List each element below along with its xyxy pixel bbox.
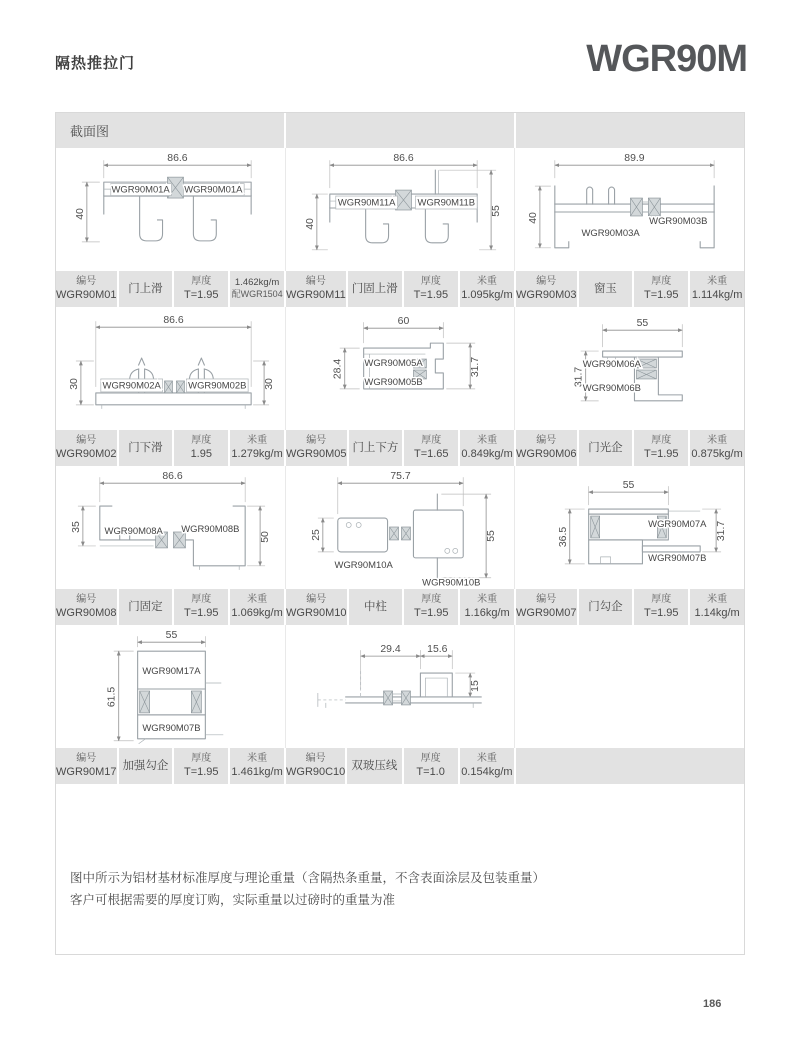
part-label: WGR90M17A: [142, 666, 201, 678]
thickness-cell: 厚度 T=1.95: [174, 271, 228, 307]
weight-cell: 米重 0.849kg/m: [460, 430, 514, 466]
diagram-row-1: [56, 148, 744, 271]
name-cell: 中柱: [349, 589, 403, 625]
dim-right: 15: [469, 680, 481, 692]
part-label: WGR90M10B: [421, 577, 481, 589]
part-label: WGR90M06A: [583, 359, 642, 371]
part-labels: [334, 560, 480, 589]
diagram-cell-wgr90m01: [56, 148, 285, 271]
part-label: WGR90M05A: [364, 358, 423, 370]
dim-top: 60: [397, 316, 409, 328]
dim-left: 35: [70, 521, 82, 533]
diagram-cell-empty: [514, 625, 744, 748]
diagram-cell-wgr90m10: [285, 466, 515, 589]
part-labels: [105, 524, 240, 537]
name-cell: 门上下方: [349, 430, 403, 466]
thickness-cell: 厚度 T=1.95: [174, 748, 228, 784]
thickness-cell: 厚度 T=1.95: [634, 430, 688, 466]
data-strip-wgr90m17: [56, 748, 284, 784]
dim-top: 55: [165, 630, 178, 642]
diagram-cell-wgr90m06: [514, 307, 744, 430]
data-strip-wgr90m06: [516, 430, 744, 466]
dim-left: 36.5: [558, 526, 570, 548]
diagram-cell-wgr90m02: [56, 307, 285, 430]
section-header-cell-1: [56, 113, 284, 148]
part-label: WGR90M07B: [648, 552, 707, 564]
part-label: WGR90M03A: [581, 227, 641, 239]
code-cell: 编号 WGR90M03: [516, 271, 577, 307]
data-strip-wgr90m03: [516, 271, 744, 307]
code-cell: 编号 WGR90M06: [516, 430, 577, 466]
code-cell: 编号 WGR90M02: [56, 430, 117, 466]
name-cell: 门光企: [579, 430, 633, 466]
weight-cell: 米重 1.14kg/m: [690, 589, 744, 625]
dim-top: 75.7: [390, 471, 411, 483]
dim-right: 55: [490, 205, 502, 217]
diagram-wgr90m17: [56, 625, 284, 748]
category-title: 隔热推拉门: [55, 55, 136, 72]
thickness-cell: 厚度 1.95: [174, 430, 228, 466]
code-cell: 编号 WGR90M17: [56, 748, 117, 784]
dim-left: 31.7: [574, 366, 586, 388]
diagram-row-2: [56, 307, 744, 430]
diagram-cell-wgr90m05: [285, 307, 515, 430]
weight-cell: 米重 1.461kg/m: [230, 748, 284, 784]
diagram-wgr90m03: [515, 148, 743, 271]
diagram-row-3: [56, 466, 744, 589]
diagram-wgr90m01: [56, 148, 284, 271]
dim-top: 86.6: [162, 471, 183, 483]
part-label: WGR90M08B: [181, 523, 240, 535]
footnotes: [56, 784, 744, 912]
section-header-cell-2: [286, 113, 514, 148]
weight-cell: 1.462kg/m 配WGR1504: [230, 271, 284, 307]
thickness-cell: 厚度 T=1.95: [174, 589, 228, 625]
diagram-wgr90m06: [515, 307, 743, 430]
model-title: WGR90M: [586, 38, 747, 80]
dim-top-2: 15.6: [426, 644, 448, 656]
part-labels: [101, 379, 248, 392]
data-strip-row-4: [56, 748, 744, 784]
data-strip-wgr90m10: [286, 589, 514, 625]
name-cell: 门勾企: [579, 589, 633, 625]
dim-right: 50: [260, 531, 272, 543]
diagram-cell-wgr90m17: [56, 625, 285, 748]
dim-top: 55: [636, 318, 649, 330]
weight-cell: 米重 1.095kg/m: [460, 271, 514, 307]
dim-left: 28.4: [332, 358, 344, 380]
section-panel: [55, 112, 745, 955]
thickness-cell: 厚度 T=1.95: [634, 271, 688, 307]
code-cell: 编号 WGR90M05: [286, 430, 347, 466]
dim-top: 86.6: [167, 153, 188, 165]
thickness-cell: 厚度 T=1.0: [404, 748, 458, 784]
part-label: WGR90M11A: [337, 197, 396, 209]
thickness-cell: 厚度 T=1.95: [634, 589, 688, 625]
dim-right: 31.7: [716, 520, 728, 542]
name-cell: 门下滑: [119, 430, 173, 466]
code-cell: 编号 WGR90M08: [56, 589, 117, 625]
page-number: 186: [703, 998, 722, 1010]
dim-left: 40: [304, 218, 316, 230]
dim-right: 55: [485, 530, 497, 542]
dim-left: 40: [528, 212, 540, 224]
diagram-wgr90m10: [286, 466, 514, 589]
data-strip-wgr90c10: [286, 748, 514, 784]
code-cell: 编号 WGR90M11: [286, 271, 346, 307]
footnote-line-2: 客户可根据需要的厚度订购，实际重量以过磅时的重量为准: [70, 892, 396, 907]
part-labels: [582, 216, 708, 239]
weight-cell: 米重 0.154kg/m: [460, 748, 514, 784]
data-strip-wgr90m07: [516, 589, 744, 625]
thickness-cell: 厚度 T=1.95: [404, 589, 458, 625]
part-labels: [649, 519, 708, 564]
part-label: WGR90M11B: [417, 197, 475, 209]
dim-left: 40: [74, 208, 86, 220]
part-labels: [583, 359, 642, 394]
data-strip-wgr90m11: [286, 271, 514, 307]
name-cell: 门固上滑: [348, 271, 402, 307]
data-strip-wgr90m08: [56, 589, 284, 625]
name-cell: 门上滑: [119, 271, 173, 307]
code-cell: 编号 WGR90M01: [56, 271, 117, 307]
part-label: WGR90M03B: [649, 215, 708, 227]
name-cell: 门固定: [119, 589, 173, 625]
data-strip-row-1: [56, 271, 744, 307]
thickness-cell: 厚度 T=1.65: [404, 430, 458, 466]
weight-cell: 米重 1.069kg/m: [230, 589, 284, 625]
diagram-cell-wgr90m07: [514, 466, 744, 589]
data-strip-wgr90m02: [56, 430, 284, 466]
part-label: WGR90M02A: [102, 380, 161, 392]
dim-right: 31.7: [469, 356, 481, 378]
profile-outline: [318, 671, 481, 708]
part-label: WGR90M07B: [142, 722, 201, 734]
part-label: WGR90M08A: [104, 525, 163, 537]
part-label: WGR90M07A: [648, 519, 707, 531]
dim-right: 30: [264, 378, 276, 390]
dim-top: 86.6: [163, 315, 184, 327]
diagram-cell-wgr90m08: [56, 466, 285, 589]
part-label: WGR90M02B: [188, 380, 247, 392]
diagram-wgr90m08: [56, 466, 284, 589]
name-cell: 窗玉: [579, 271, 633, 307]
section-header-bar: [56, 113, 744, 148]
diagram-cell-wgr90m11: [285, 148, 515, 271]
part-label: WGR90M05B: [364, 376, 423, 388]
diagram-row-4: [56, 625, 744, 748]
diagram-cell-wgr90c10: [285, 625, 515, 748]
dimension-lines: [71, 471, 271, 566]
footnote-line-1: 图中所示为铝材基材标准厚度与理论重量（含隔热条重量，不含表面涂层及包装重量）: [70, 871, 546, 885]
dim-top: 55: [623, 480, 635, 492]
code-cell: 编号 WGR90M07: [516, 589, 577, 625]
dim-top: 89.9: [624, 153, 645, 165]
data-strip-empty: [516, 748, 744, 784]
thickness-cell: 厚度 T=1.95: [404, 271, 458, 307]
data-strip-row-3: [56, 589, 744, 625]
dim-top: 86.6: [392, 153, 414, 165]
part-label: WGR90M06B: [583, 382, 642, 394]
data-strip-row-2: [56, 430, 744, 466]
dim-left: 30: [68, 378, 80, 390]
diagram-wgr90m07: [515, 466, 743, 589]
dim-left: 61.5: [106, 686, 118, 708]
weight-cell: 米重 0.875kg/m: [690, 430, 744, 466]
name-cell: 双玻压线: [347, 748, 401, 784]
weight-cell: 米重 1.16kg/m: [460, 589, 514, 625]
profile-outline: [100, 506, 245, 570]
part-label: WGR90M10A: [334, 559, 393, 571]
dim-top: 29.4: [380, 644, 401, 656]
code-cell: 编号 WGR90M10: [286, 589, 347, 625]
weight-cell: 米重 1.114kg/m: [690, 271, 744, 307]
dim-left: 25: [310, 529, 322, 541]
code-cell: 编号 WGR90C10: [286, 748, 345, 784]
section-header-cell-3: [516, 113, 744, 148]
weight-cell: 米重 1.279kg/m: [230, 430, 284, 466]
part-label: WGR90M01A: [111, 184, 170, 196]
section-title: 截面图: [70, 124, 110, 139]
data-strip-wgr90m05: [286, 430, 514, 466]
part-label: WGR90M01A: [184, 184, 243, 196]
name-cell: 加强勾企: [119, 748, 173, 784]
diagram-wgr90m02: [56, 307, 284, 430]
data-strip-wgr90m01: [56, 271, 284, 307]
diagram-wgr90m05: [286, 307, 514, 430]
diagram-wgr90m11: [286, 148, 514, 271]
diagram-cell-wgr90m03: [514, 148, 744, 271]
diagram-wgr90c10: [286, 625, 514, 748]
